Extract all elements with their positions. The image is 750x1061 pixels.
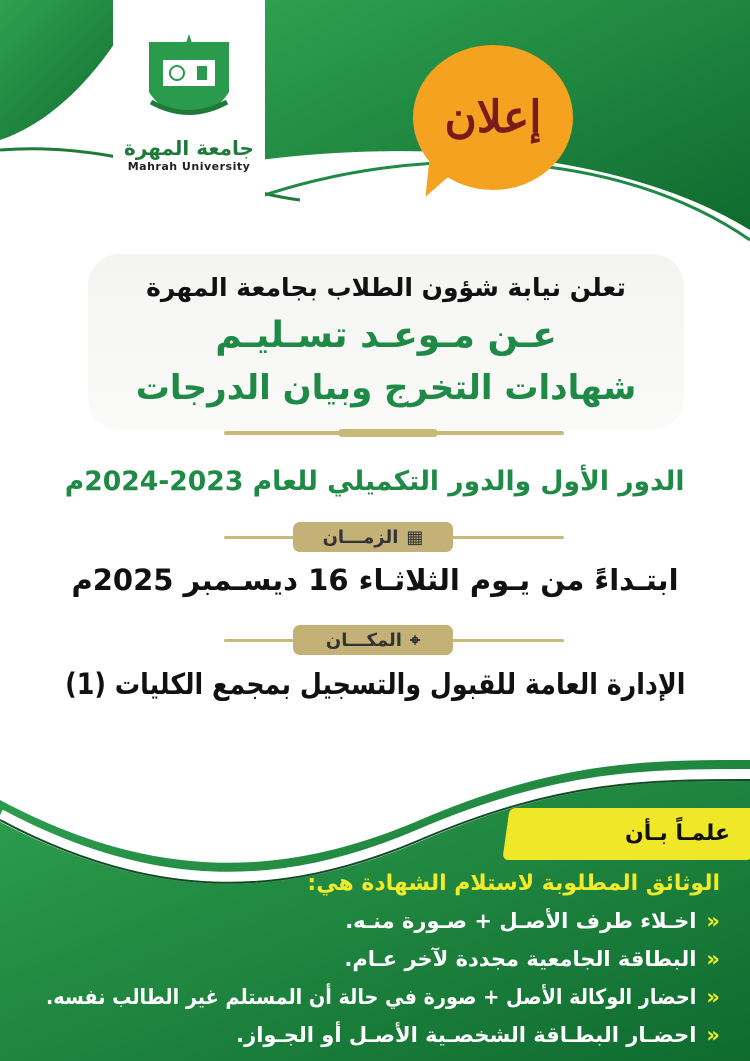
divider-accent xyxy=(338,429,438,437)
calendar-icon: ▦ xyxy=(406,526,424,548)
time-row xyxy=(0,558,750,602)
documents-heading: الوثائق المطلوبة لاستلام الشهادة هي: xyxy=(307,871,720,896)
issuer-line: تعلن نيابة شؤون الطلاب بجامعة المهرة xyxy=(146,273,626,302)
list-item xyxy=(20,940,720,978)
time-label-text: الزمـــان xyxy=(322,526,399,548)
item-text: البطاقة الجامعية مجددة لآخر عـام. xyxy=(344,947,697,971)
item-text: احضار الوكالة الأصل + صورة في حالة أن المستلم غير الطالب نفسه. xyxy=(46,985,697,1009)
logo-name-ar: جامعة المهرة xyxy=(124,136,254,160)
university-logo xyxy=(113,0,265,214)
chevron-icon: « xyxy=(706,985,720,1009)
university-emblem-icon xyxy=(141,32,237,132)
list-item xyxy=(20,1016,720,1054)
place-label xyxy=(293,625,453,655)
time-value: ابتـداءً من يـوم الثلاثـاء 16 ديسـمبر 2025م xyxy=(71,563,679,597)
chevron-icon: « xyxy=(706,947,720,971)
required-documents xyxy=(20,866,720,1054)
list-item xyxy=(20,902,720,940)
chevron-icon: « xyxy=(706,1023,720,1047)
note-label: علمـاً بـأن xyxy=(624,821,730,846)
subtitle-line: شهادات التخرج وبيان الدرجات xyxy=(135,368,637,408)
documents-heading-row xyxy=(20,866,720,902)
item-text: احضـار البطـاقة الشخصـية الأصـل أو الجـواز. xyxy=(236,1023,697,1047)
place-value: الإدارة العامة للقبول والتسجيل بمجمع الكليات (1) xyxy=(64,667,686,701)
place-row xyxy=(0,662,750,706)
round-row xyxy=(0,462,750,502)
list-item xyxy=(20,978,720,1016)
header-panel xyxy=(88,254,684,430)
announcement-badge xyxy=(413,45,573,190)
announcement-label: إعلان xyxy=(444,92,542,143)
round-text: الدور الأول والدور التكميلي للعام 2023-2024م xyxy=(65,466,685,497)
logo-name-en: Mahrah University xyxy=(127,160,251,173)
chevron-icon: « xyxy=(706,909,720,933)
item-text: اخـلاء طرف الأصـل + صـورة منـه. xyxy=(345,909,697,933)
time-label xyxy=(293,522,453,552)
title-line: عـن مـوعـد تسـليـم xyxy=(215,315,557,356)
place-label-text: المكـــان xyxy=(325,629,402,651)
map-pin-icon: ⌖ xyxy=(409,629,421,651)
